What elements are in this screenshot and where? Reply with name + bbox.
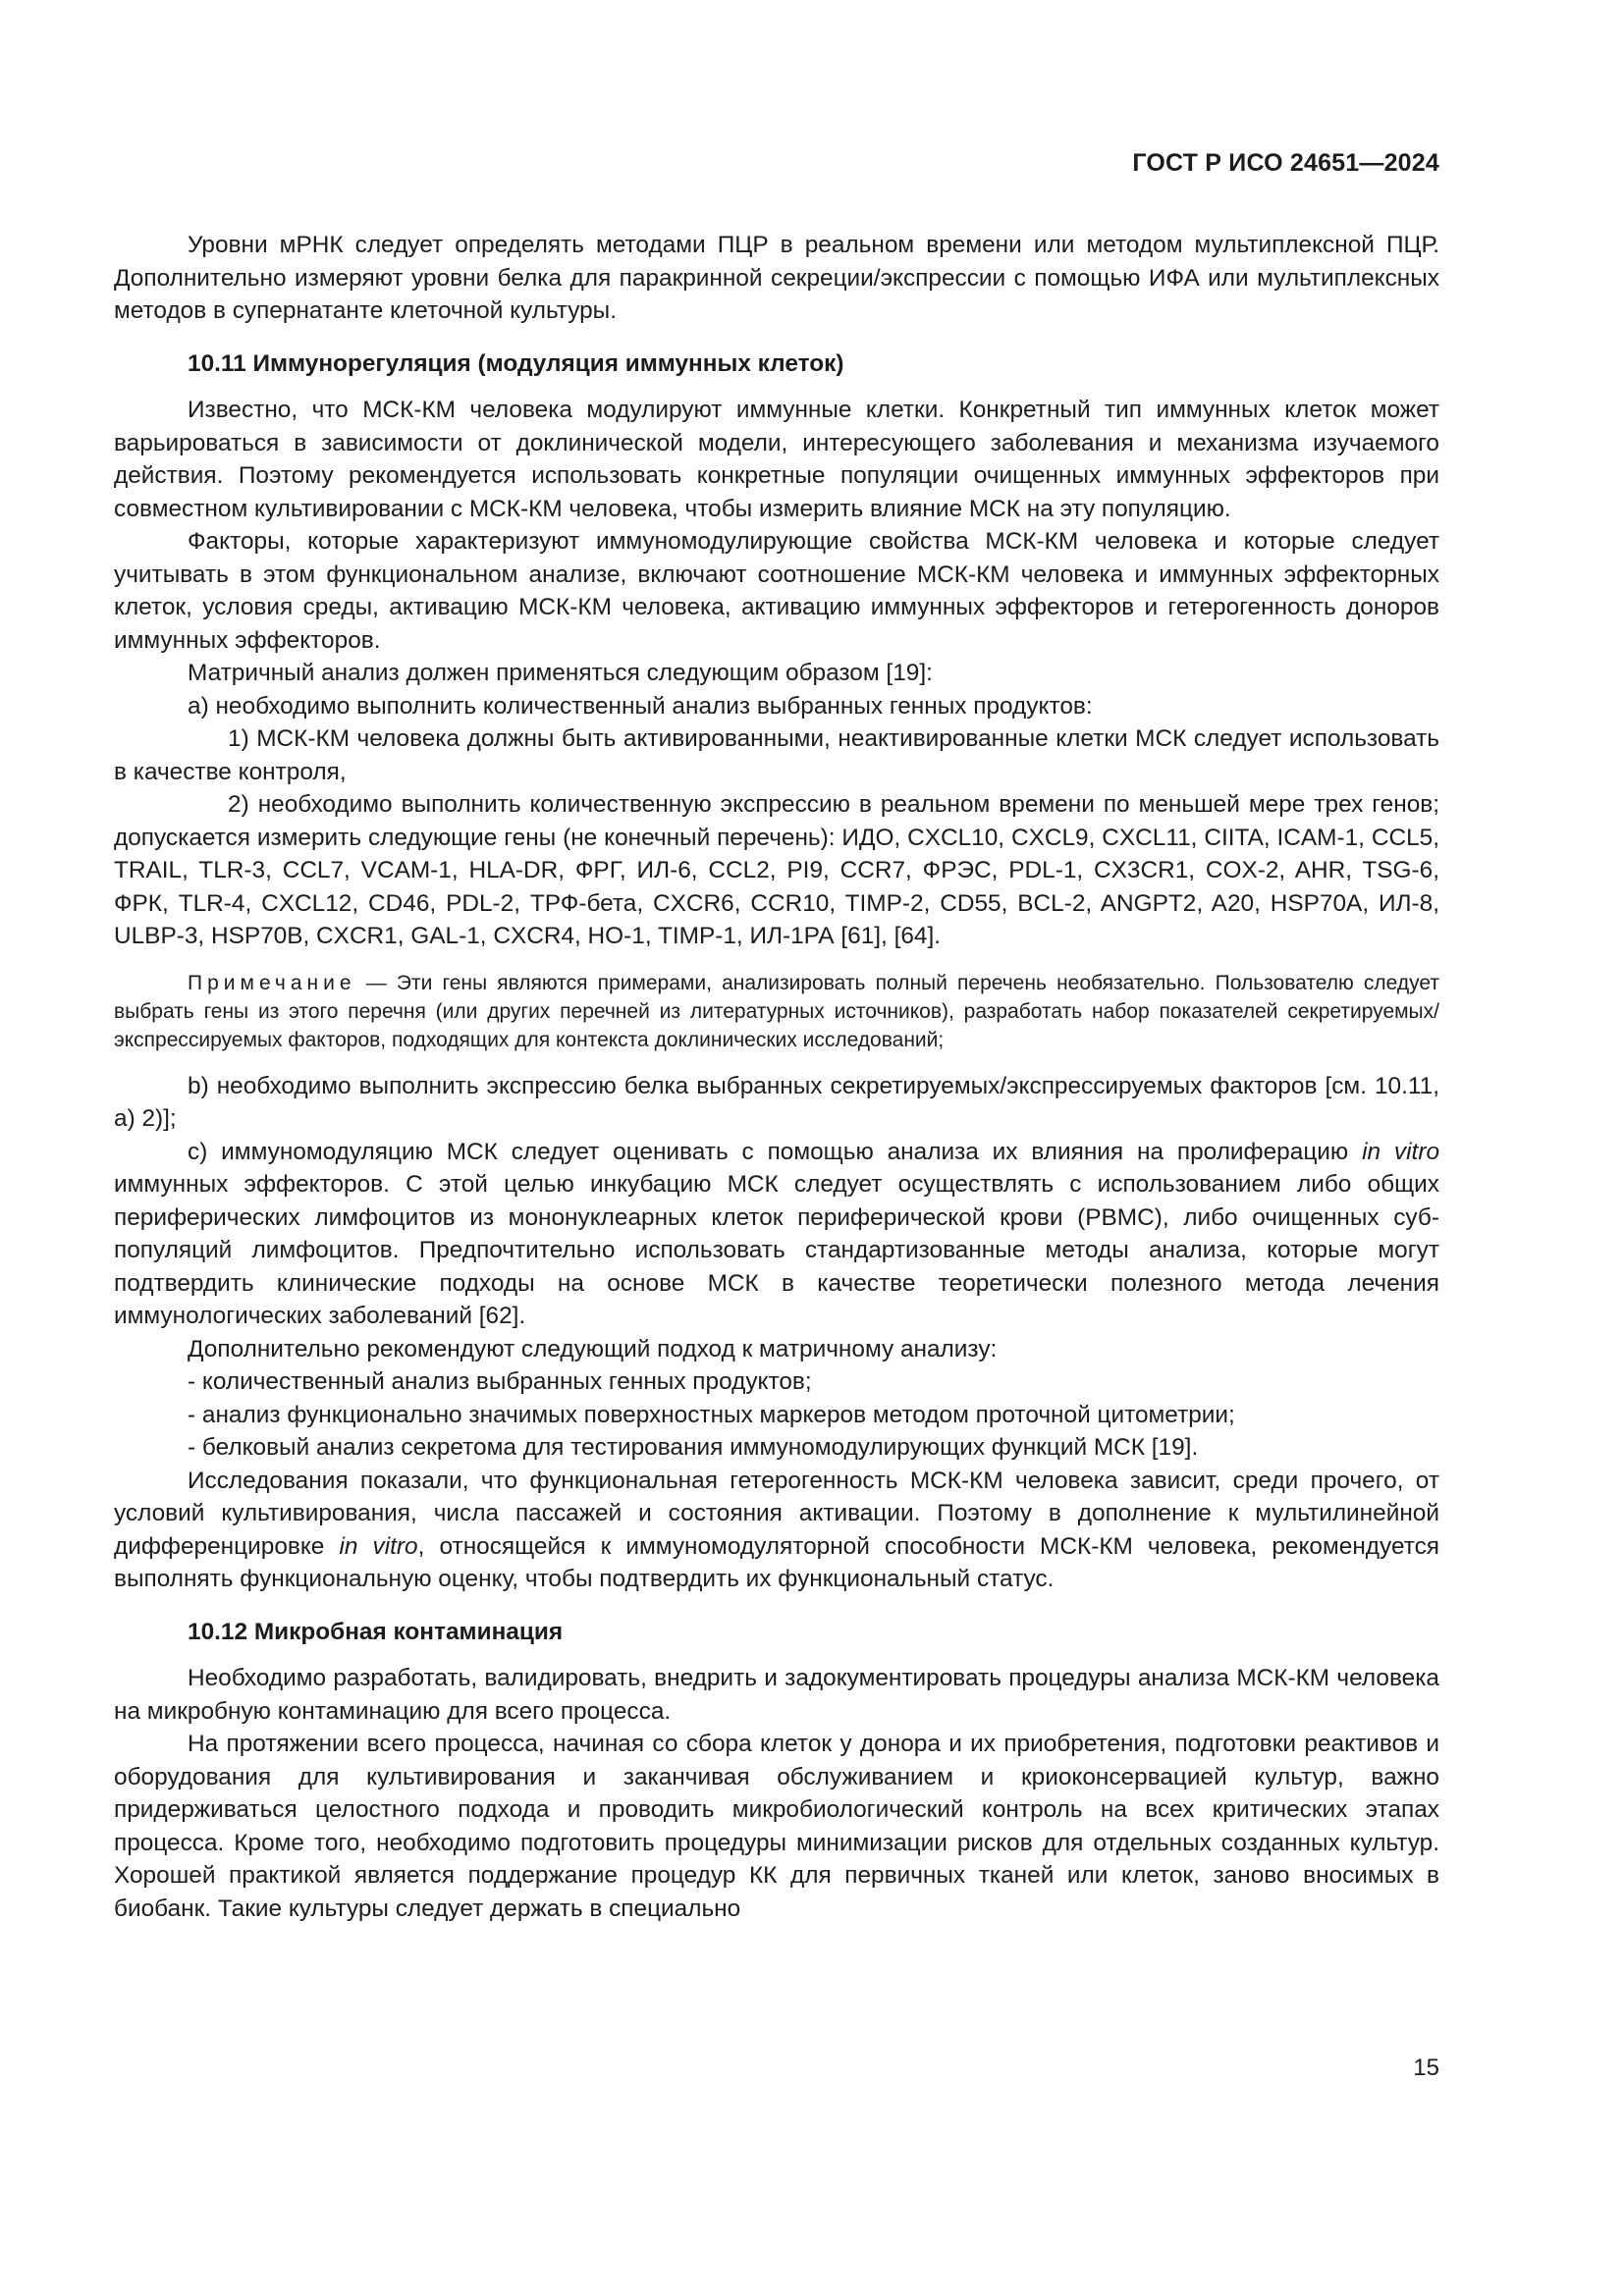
paragraph: Дополнительно рекомендуют следующий подход к матричному анализу: bbox=[188, 1335, 998, 1362]
section-heading-10-11: 10.11 Иммунорегуляция (модуляция иммунных клеток) bbox=[188, 349, 844, 377]
note-text: — Эти гены являются примерами, анализировать полный перечень необязательно. Пользователю следует выбрать гены из этого перечня (или других перечней из литературных источников), разработать набор показателей секретируемых/экспрессируемых факторов, подходящих для контекста доклинических исследований; bbox=[114, 971, 1439, 1051]
paragraph: Уровни мРНК следует определять методами ПЦР в реальном времени или методом мультиплексной ПЦР. Дополнительно измеряют уровни белка для паракринной секреции/экспрессии с помощью ИФА или мультиплексных методов в супернатанте клеточной культуры. bbox=[114, 232, 1439, 324]
note bbox=[114, 969, 1439, 1054]
paragraph: Факторы, которые характеризуют иммуномодулирующие свойства МСК-КМ человека и которые следует учитывать в этом функциональном анализе, включают соотношение МСК-КМ человека и иммунных эффекторных клеток, условия среды, активацию МСК-КМ человека, активацию иммунных эффекторов и гетерогенность доноров иммунных эффекторов. bbox=[114, 528, 1439, 654]
paragraph: На протяжении всего процесса, начиная со сбора клеток у донора и их приобретения, подготовки реактивов и оборудования для культивирования и заканчивая обслуживанием и криоконсервацией культур, важно придерживаться целостного подхода и проводить микробиологический контроль на всех критических этапах процесса. Кроме того, необходимо подготовить процедуры минимизации рисков для отдельных созданных культур. Хорошей практикой является поддержание процедур КК для первичных тканей или клеток, заново вносимых в биобанк. Такие культуры следует держать в специально bbox=[114, 1731, 1439, 1922]
paragraph: Матричный анализ должен применяться следующим образом [19]: bbox=[188, 660, 933, 686]
text-run: c) иммуномодуляцию МСК следует оценивать с помощью анализа их влияния на пролиферацию bbox=[188, 1138, 1363, 1165]
italic-term: in vitro bbox=[339, 1532, 418, 1560]
paragraph bbox=[114, 1465, 1439, 1596]
text-run: , относящейся к иммуномодуляторной способности МСК-КМ человека, рекомендуется выполнять функциональную оценку, чтобы подтвердить их функциональный статус. bbox=[114, 1532, 1440, 1592]
document-header: ГОСТ Р ИСО 24651—2024 bbox=[1132, 149, 1439, 177]
paragraph: Известно, что МСК-КМ человека модулируют иммунные клетки. Конкретный тип иммунных клеток может варьироваться в зависимости от доклинической модели, интересующего заболевания и механизма изучаемого действия. Поэтому рекомендуется использовать конкретные популяции очищенных иммунных эффекторов при совместном культивировании с МСК-КМ человека, чтобы измерить влияние МСК на эту популяцию. bbox=[114, 397, 1439, 522]
text-run: иммунных эффекторов. С этой целью инкубацию МСК следует осуществлять с использованием либо общих периферических лимфоцитов из мононуклеарных клеток периферической крови (PBMC), либо очищенных суб-популяций лимфоцитов. Предпочтительно использовать стандартизованные методы анализа, которые могут подтвердить клинические подходы на основе МСК в качестве теоретически полезного метода лечения иммунологических заболеваний [62]. bbox=[114, 1171, 1439, 1329]
paragraph: Необходимо разработать, валидировать, внедрить и задокументировать процедуры анализа МСК-КМ человека на микробную контаминацию для всего процесса. bbox=[114, 1665, 1439, 1725]
bullet-item: - белковый анализ секретома для тестирования иммуномодулирующих функций МСК [19]. bbox=[188, 1434, 1199, 1461]
list-item-a: a) необходимо выполнить количественный анализ выбранных генных продуктов: bbox=[188, 692, 1093, 720]
bullet-item: - количественный анализ выбранных генных продуктов; bbox=[188, 1368, 812, 1395]
document-body bbox=[114, 229, 1439, 1925]
note-label: Примечание bbox=[188, 971, 356, 994]
section-heading-10-12: 10.12 Микробная контаминация bbox=[188, 1618, 564, 1645]
list-item-b: b) необходимо выполнить экспрессию белка выбранных секретируемых/экспрессируемых факторов [см. 10.11, a) 2)]; bbox=[114, 1072, 1439, 1132]
list-item-c bbox=[114, 1136, 1439, 1333]
text-run: Исследования показали, что функциональная гетерогенность МСК-КМ человека зависит, среди прочего, от условий культивирования, числа пассажей и состояния активации. Поэтому в дополнение к мультилинейной дифференцировке bbox=[114, 1467, 1439, 1560]
bullet-item: - анализ функционально значимых поверхностных маркеров методом проточной цитометрии; bbox=[188, 1401, 1235, 1428]
italic-term: in vitro bbox=[1362, 1138, 1440, 1165]
document-page bbox=[114, 0, 1439, 2296]
page-number: 15 bbox=[1413, 2055, 1439, 2081]
list-subitem-1: 1) МСК-КМ человека должны быть активированными, неактивированные клетки МСК следует использовать в качестве контроля, bbox=[114, 725, 1439, 785]
list-subitem-2: 2) необходимо выполнить количественную экспрессию в реальном времени по меньшей мере трех генов; допускается измерить следующие гены (не конечный перечень): ИДО, CXCL10, CXCL9, CXCL11, CIITA, ICAM-1, CCL5, TRAIL, TLR-3, CCL7, VCAM-1, HLA-DR, ФРГ, ИЛ-6, CCL2, PI9, CCR7, ФРЭС, PDL-1, CX3CR1, COX-2, AHR, TSG-6, ФРК, TLR-4, CXCL12, CD46, PDL-2, ТРФ-бета, CXCR6, CCR10, TIMP-2, CD55, BCL-2, ANGPT2, A20, HSP70A, ИЛ-8, ULBP-3, HSP70B, CXCR1, GAL-1, CXCR4, HO-1, TIMP-1, ИЛ-1РА [61], [64]. bbox=[114, 791, 1439, 949]
